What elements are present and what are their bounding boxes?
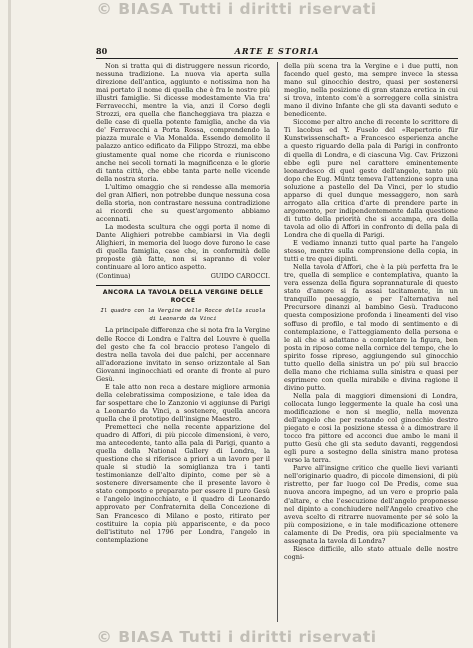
paragraph: della più scena tra la Vergine e i due putti, non facendo quel gesto, ma sempre invece la stessa mano sul ginocchio destro, quasi per sostenersi meglio, nella posizione di gran stanza eretica in cui si trova, intento com'è a sorreggere colla sinistra mano il divino Infante che gli sta davanti seduto e benedicente. xyxy=(284,62,458,119)
column-divider xyxy=(277,62,278,622)
journal-title: ARTE E STORIA xyxy=(234,46,320,56)
paragraph: Siccome per altro anche di recente lo scrittore di Ti lacobus ed Y. Fuselo del «Repertorio für Kunstwissenschaft» a Francesco esperienza anche a questo riguardo della pala di Parigi in confronto di quella di Londra, e di ciascuna Vig. Cav. Frizzoni ebbe egli pure nel carattere eminentemente leonardesco di quel gesto dell'angelo, tanto più dopo che Eug. Müntz temeva l'attenzione sopra una soluzione a pastello del Da Vinci, per lo studio apparso di quel dunque messaggero, non sarà arrogato alla critica d'arte di prendere parte in argomento, per indipendentemente dalla questione di tutto della priorità che si accampa, ora della tavola ad olio di Affori in confronto di della pala di Londra che di quella di Parigi. xyxy=(284,118,458,239)
article-signature xyxy=(96,272,270,280)
paragraph: E tale atto non reca a destare migliore armonia della celebratissima composizione, e tale idea da far sospettare che lo Zanzonio vi aggiunse di Parigi a Leonardo da Vinci, a sostenere, quella ancora quella che il prototipo dell'insigne Maestro. xyxy=(96,382,270,423)
paragraph: La modesta scultura che oggi porta il nome di Dante Alighieri potrebbe cambiarsi in Via degli Alighieri, in memoria del luogo dove furono le case di quella famiglia, case che, in conformità delle proposte già fatte, non si sapranno di voler continuare al loro antico aspetto. xyxy=(96,222,270,272)
paragraph: Premetteci che nella recente apparizione del quadro di Affori, di più piccole dimensioni, è vero, ma antecedente, tanto alla pala di Parigi, quanto a quella della National Gallery di Londra, la questione che si riferisce a priori a un lavoro per il quale si studiò la somiglianza tra i tanti testimonianze dell'alto dipinto, come per sè a sostenere diversamente che il presente lavoro è stato composto e preparato per essere il puro Gesù e l'angelo inginocchiato, e il quadro di Leonardo approvato per Confraternita della Concezione di San Francesco di Milano e posto, ritirato per costituire la copia più appariscente, e da poco dell'istituto nel 1796 per Londra, l'angelo in contemplazione xyxy=(96,423,270,544)
right-column xyxy=(284,62,458,561)
binding-shadow xyxy=(8,0,11,648)
watermark-top: © BIASA Tutti i diritti riservati xyxy=(96,0,377,18)
section-subtitle: Il quadro con la Vergine delle Rocce della scuola di Leonardo da Vinci xyxy=(100,308,266,323)
paragraph: Nella tavola d'Affori, che è la più perfetta fra le tre, quella di semplice e contemplativa, quanto la vera essenza della figura soprannaturale di questo stato d'amore si fa assai tacitamente, in un tranquillo paesaggio, e per l'alternativa nel Precursore dinanzi al bambino Gesù. Traducono questa composizione profonda i lineamenti del viso soffuso di profilo, e tal modo di sentimento e di contemplazione, e l'atteggiamento della persona e le ali che si adattano a completare la figura, ben posta in riposo come nella cornice del tempo, che lo spirito fosse ripreso, aggiungendo sul ginocchio tutto quello della sinistra un po' più sul braccio della mano che richiama sulla sinistra e quasi per esprimere con quella mirabile e divina ragione il divino putto. xyxy=(284,263,458,392)
paragraph: La principale differenza che si nota fra la Vergine delle Rocce di Londra e l'altra del Louvre è quella del gesto che fa col braccio proteso l'angelo di destra nella tavola dei due palchi, per accennare all'adorazione invitato in senso orizzontale al San Giovanni inginocchiati ed orante di fronte al puro Gesù. xyxy=(96,326,270,383)
page-number: 80 xyxy=(96,46,108,56)
paragraph: Nella pala di maggiori dimensioni di Londra, collocata lungo leggermente la quale ha così una modificazione e non si meglio, nella movenza dell'angelo che per restando col ginocchio destro piegato e cosi la posizione stessa è a dimostrare il tocco fra pittore ed acconci due ambo le mani il putto Gesù che gli sta seduto davanti, reggendosi egli pure a sostegno della sinistra mano protesa verso la terra. xyxy=(284,391,458,465)
paragraph: Non si tratta qui di distruggere nessun ricordo, nessuna tradizione. La nuova via aperta sulla direzione dell'antica, aggiunto e notissima non ha mai portato il nome di quella che è fra le nostre più illustri famiglie. Si dicesse modestamente Via tra' Ferravecchi, mentre la via, anzi il Corso degli Strozzi, era quella che fiancheggiava tra piazza e delle case di quella potente famiglia, anche da via de' Ferravecchi a Porta Rossa, comprendendo la piazza murale e Via Monalda. Essendo demolito il palazzo antico edificato da Filippo Strozzi, ma ebbe giustamente qual nome che ricorda e riuniscono anche nei secoli tornati la magnificenza e le glorie di tanta città, che ebbe tanta parte nelle vicende della nostra storia. xyxy=(96,62,270,183)
continua-label: (Continua) xyxy=(96,272,131,281)
paragraph: Riesce difficile, allo stato attuale delle nostre cogni- xyxy=(284,544,458,561)
author-name: GUIDO CAROCCI. xyxy=(210,272,270,281)
left-column xyxy=(96,62,270,544)
paragraph: L'ultimo omaggio che si rendesse alla memoria del gran Alfieri, non potrebbe dunque nessuna cosa della storia, non contrastare nessuna contradizione ai ricordi che su quest'argomento abbiamo accennati. xyxy=(96,182,270,223)
paragraph: Parve all'insigne critico che quelle lievi varianti nell'originario quadro, di piccole dimensioni, di più ristretto, per far luogo col De Predis, come sua nuova ancora impegno, ad un vero e proprio pala d'altare, e che l'esecuzione dell'angelo proponesse nel dipinto a conchiudere nell'Angelo creativo che aveva scelto di ritrarre nuovamente per sé solo la più composizione, e in tale modificazione ottenere calamente di De Predis, ora più specialmente va assegnata la tavola di Londra? xyxy=(284,464,458,545)
paragraph: E vediamo innanzi tutto qual parte ha l'angelo stesso, mentre sulla comprensione della copia, in tutti e tre quei dipinti. xyxy=(284,239,458,264)
watermark-bottom: © BIASA Tutti i diritti riservati xyxy=(96,628,377,646)
section-title: ANCORA LA TAVOLA DELLA VERGINE DELLE ROCCE xyxy=(102,289,264,305)
section-rule xyxy=(96,285,270,286)
page-header xyxy=(96,44,458,59)
